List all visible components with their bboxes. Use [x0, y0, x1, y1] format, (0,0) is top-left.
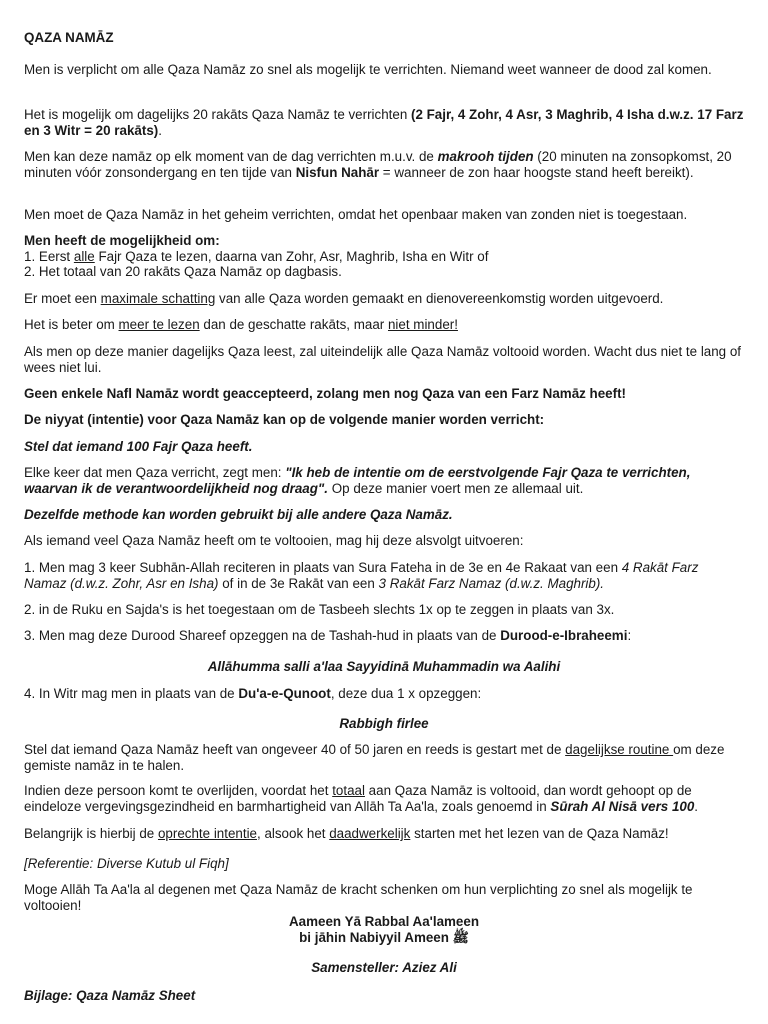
paragraph-same-method: Dezelfde methode kan worden gebruikt bij alle andere Qaza Namāz.	[24, 507, 453, 522]
paragraph-estimate: Er moet een maximale schatting van alle Qaza worden gemaakt en dienovereenkomstig worden uitgevoerd.	[24, 291, 664, 306]
paragraph-obligation: Men is verplicht om alle Qaza Namāz zo snel als mogelijk te verrichten. Niemand weet wanneer de dood zal komen.	[24, 62, 712, 77]
compiler-line: Samensteller: Aziez Ali	[311, 960, 457, 975]
paragraph-completion: Als men op deze manier dagelijks Qaza leest, zal uiteindelijk alle Qaza Namāz voltooid worden. Wacht dus niet te lang of wees niet lui.	[24, 344, 742, 375]
list-item-3: 3. Men mag deze Durood Shareef opzeggen na de Tashah-hud in plaats van de Durood-e-Ibraheemi:	[24, 628, 632, 643]
options-block	[24, 233, 744, 280]
durood-text: Allāhumma salli a'laa Sayyidinā Muhammadin wa Aalihi	[207, 659, 561, 674]
list-item-4: 4. In Witr mag men in plaats van de Du'a-e-Qunoot, deze dua 1 x opzeggen:	[24, 686, 482, 701]
aameen-line-2: bi jāhin Nabiyyil Ameen ﷺ	[299, 929, 469, 945]
paragraph-times: Men kan deze namāz op elk moment van de dag verrichten m.u.v. de makrooh tijden (20 minuten na zonsopkomst, 20 minuten vóór zonsondergang en ten tijde van Nisfun Nahār = wanneer de zon haar hoogste stand heeft bereikt).	[24, 149, 732, 180]
paragraph-blessing: Moge Allāh Ta Aa'la al degenen met Qaza Namāz de kracht schenken om hun verplichting zo snel als mogelijk te voltooien!	[24, 882, 693, 913]
paragraph-secret: Men moet de Qaza Namāz in het geheim verrichten, omdat het openbaar maken van zonden niet is toegestaan.	[24, 207, 688, 222]
options-heading: Men heeft de mogelijkheid om:	[24, 233, 220, 248]
paragraph-routine: Stel dat iemand Qaza Namāz heeft van ongeveer 40 of 50 jaren en reeds is gestart met de dagelijkse routine om deze gemiste namāz in te halen.	[24, 742, 725, 773]
paragraph-daily-rakats: Het is mogelijk om dagelijks 20 rakāts Qaza Namāz te verrichten (2 Fajr, 4 Zohr, 4 Asr, 3 Maghrib, 4 Isha d.w.z. 17 Farz en 3 Witr = 20 rakāts).	[24, 107, 744, 138]
page-title: QAZA NAMĀZ	[24, 30, 114, 45]
list-item-2: 2. in de Ruku en Sajda's is het toegestaan om de Tasbeeh slechts 1x op te zeggen in plaats van 3x.	[24, 602, 615, 617]
paragraph-nafl-warning: Geen enkele Nafl Namāz wordt geaccepteerd, zolang men nog Qaza van een Farz Namāz heeft!	[24, 386, 627, 401]
paragraph-read-more: Het is beter om meer te lezen dan de geschatte rakāts, maar niet minder!	[24, 317, 458, 332]
paragraph-death: Indien deze persoon komt te overlijden, voordat het totaal aan Qaza Namāz is voltooid, dan wordt gehoopt op de eindeloze vergevingsgezindheid en barmhartigheid van Allāh Ta Aa'la, zoals genoemd in Sūrah Al Nisā vers 100.	[24, 783, 699, 814]
dua-text: Rabbigh firlee	[339, 716, 429, 731]
paragraph-niyyat: De niyyat (intentie) voor Qaza Namāz kan op de volgende manier worden verricht:	[24, 412, 545, 427]
option-1: 1. Eerst alle Fajr Qaza te lezen, daarna van Zohr, Asr, Maghrib, Isha en Witr of	[24, 248, 489, 264]
paragraph-example: Stel dat iemand 100 Fajr Qaza heeft.	[24, 439, 253, 454]
list-item-1: 1. Men mag 3 keer Subhān-Allah reciteren in plaats van Sura Fateha in de 3e en 4e Rakaat van een 4 Rakāt Farz Namaz (d.w.z. Zohr, Asr en Isha) of in de 3e Rakāt van een 3 Rakāt Farz Namaz (d.w.z. Maghrib).	[24, 560, 699, 591]
option-2: 2. Het totaal van 20 rakāts Qaza Namāz op dagbasis.	[24, 264, 342, 280]
attachment-line: Bijlage: Qaza Namāz Sheet	[24, 988, 196, 1003]
paragraph-important: Belangrijk is hierbij de oprechte intentie, alsook het daadwerkelijk starten met het lezen van de Qaza Namāz!	[24, 826, 669, 841]
paragraph-many-qaza: Als iemand veel Qaza Namāz heeft om te voltooien, mag hij deze alsvolgt uitvoeren:	[24, 533, 524, 548]
aameen-block	[24, 914, 744, 945]
reference-line: [Referentie: Diverse Kutub ul Fiqh]	[24, 856, 229, 871]
paragraph-intention-statement: Elke keer dat men Qaza verricht, zegt men: "Ik heb de intentie om de eerstvolgende Fajr Qaza te verrichten, waarvan ik de verantwoordelijkheid nog draag". Op deze manier voert men ze allemaal uit.	[24, 465, 691, 496]
aameen-line-1: Aameen Yā Rabbal Aa'lameen	[289, 914, 479, 929]
